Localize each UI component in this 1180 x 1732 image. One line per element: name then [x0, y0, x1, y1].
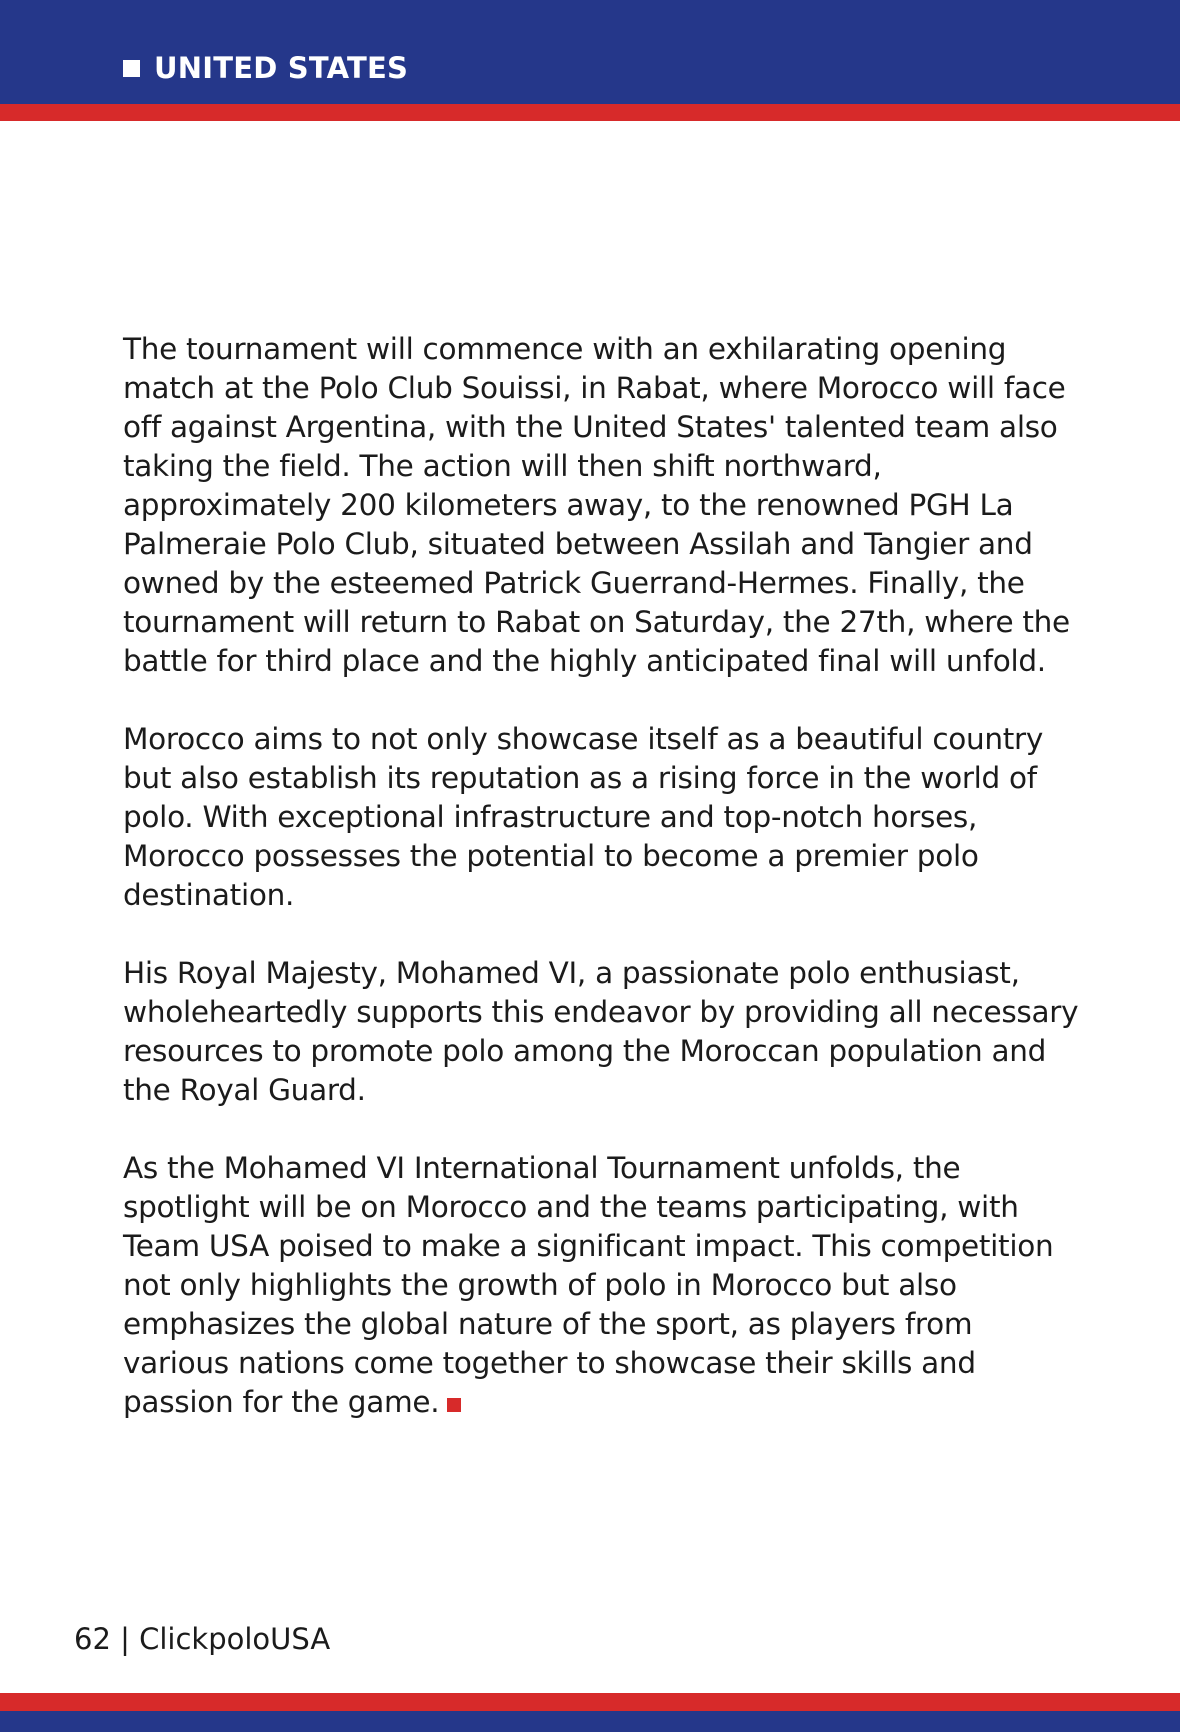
article-paragraph-last	[123, 1149, 1083, 1422]
square-bullet-icon	[123, 60, 140, 77]
footer-band	[0, 1711, 1180, 1732]
page-footer	[74, 1622, 330, 1656]
footer-stripe	[0, 1693, 1180, 1711]
article-body	[123, 330, 1083, 1461]
article-paragraph-text: As the Mohamed VI International Tournament unfolds, the spotlight will be on Morocco and the teams participating, with Team USA poised to make a significant impact. This competition not only highlights the growth of polo in Morocco but also emphasizes the global nature of the sport, as players from various nations come together to showcase their skills and passion for the game.	[123, 1151, 1054, 1419]
publication-name: ClickpoloUSA	[139, 1622, 331, 1656]
article-paragraph: The tournament will commence with an exhilarating opening match at the Polo Club Souissi, in Rabat, where Morocco will face off against Argentina, with the United States' talented team also taking the field. The action will then shift northward, approximately 200 kilometers away, to the renowned PGH La Palmeraie Polo Club, situated between Assilah and Tangier and owned by the esteemed Patrick Guerrand-Hermes. Finally, the tournament will return to Rabat on Saturday, the 27th, where the battle for third place and the highly anticipated final will unfold.	[123, 332, 1070, 678]
article-paragraph: His Royal Majesty, Mohamed VI, a passionate polo enthusiast, wholeheartedly supports this endeavor by providing all necessary resources to promote polo among the Moroccan population and the Royal Guard.	[123, 956, 1079, 1107]
page-number: 62	[74, 1622, 111, 1656]
footer-separator: |	[120, 1622, 130, 1656]
end-of-article-icon	[447, 1398, 461, 1412]
section-label	[123, 48, 408, 88]
header-stripe	[0, 104, 1180, 121]
section-label-text: UNITED STATES	[154, 51, 409, 85]
article-paragraph: Morocco aims to not only showcase itself as a beautiful country but also establish its reputation as a rising force in the world of polo. With exceptional infrastructure and top-notch horses, Morocco possesses the potential to become a premier polo destination.	[123, 722, 1044, 912]
